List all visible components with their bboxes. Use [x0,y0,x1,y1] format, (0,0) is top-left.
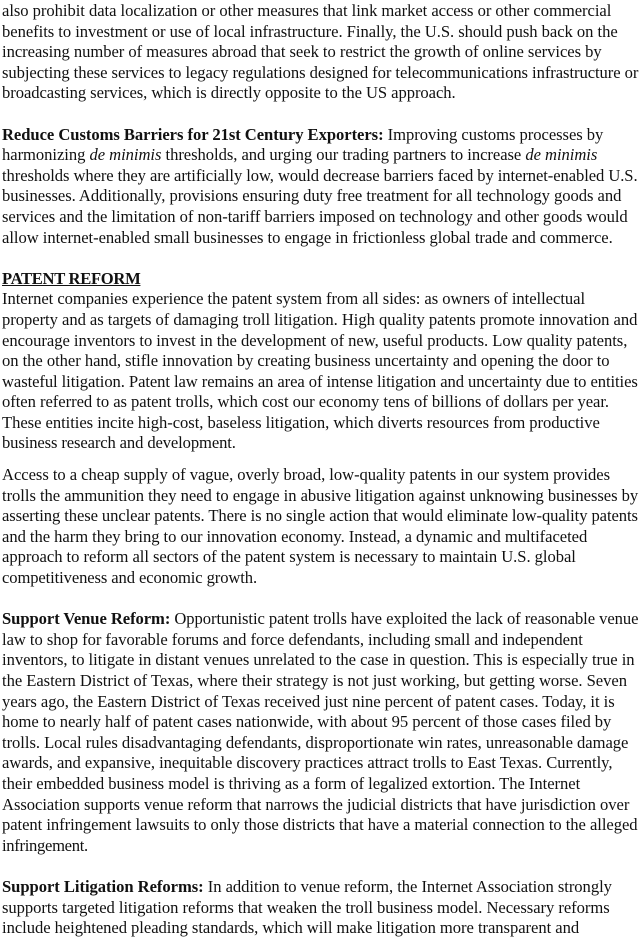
text-line: services and the limitation of non-tariff barriers imposed on technology and other goods would [2,206,628,226]
text-line [2,609,640,630]
text-line [2,877,640,898]
paragraph-title: Support Litigation Reforms: [2,876,204,896]
text-line: benefits to investment or use of local infrastructure. Finally, the U.S. should push back on the [2,21,618,41]
text-line: wasteful litigation. Patent law remains an area of intense litigation and uncertainty due to entities [2,371,638,391]
text-line: infringement. [2,835,88,855]
paragraph-data-localization [2,1,640,104]
text-line: supports targeted litigation reforms that weaken the troll business model. Necessary reforms [2,897,610,917]
text-line: awards, and expansive, inequitable discovery practices attract trolls to East Texas. Currently, [2,753,613,773]
text-line: the Eastern District of Texas, where their strategy is not just working, but getting worse. Seven [2,671,627,690]
text-line: trolls. Local rules disadvantaging defendants, disproportionate win rates, unreasonable damage [2,732,629,752]
text-line: encourage inventors to invest in the development of new, useful products. Low quality patents, [2,330,628,350]
italic-term: de minimis [525,145,598,165]
text-line: Internet companies experience the patent system from all sides: as owners of intellectual [2,289,586,309]
text-line: competitiveness and economic growth. [2,568,257,588]
text-line: thresholds where they are artificially low, would decrease barriers faced by internet-enabled U.S. [2,165,638,185]
text-run: Opportunistic patent trolls have exploited the lack of reasonable venue [170,609,639,629]
text-line: These entities incite high-cost, baseless litigation, which diverts resources from productive [2,412,600,432]
text-line: property and as targets of damaging troll litigation. High quality patents promote innovation and [2,309,638,329]
text-line: and the harm they bring to our innovation economy. Instead, a dynamic and multifaceted [2,526,588,546]
text-line: Association supports venue reform that narrows the judicial districts that have jurisdiction over [2,794,630,814]
text-line: years ago, the Eastern District of Texas received just nine percent of patent cases. Today, it is [2,691,615,711]
paragraph-customs-barriers [2,125,640,249]
text-line: trolls the ammunition they need to engage in abusive litigation against unknowing businesses by [2,485,639,505]
text-run: harmonizing [2,145,90,165]
paragraph-litigation-reforms [2,877,640,939]
text-line: business research and development. [2,433,236,453]
paragraph-patent-intro [2,289,640,454]
paragraph-gap [2,248,640,269]
section-heading [2,269,640,290]
paragraph-gap [2,589,640,610]
paragraph-venue-reform [2,609,640,856]
text-line: approach to reform all sectors of the patent system is necessary to maintain U.S. global [2,547,576,567]
text-line: home to nearly half of patent cases nationwide, with about 95 percent of those cases filed by [2,712,612,732]
text-line: subjecting these services to legacy regulations designed for telecommunications infrastructure or [2,62,639,82]
paragraph-title: Support Venue Reform: [2,609,171,629]
text-line: broadcasting services, which is directly opposite to the US approach. [2,83,456,103]
text-line: on the other hand, stifle innovation by creating business uncertainty and opening the door to [2,351,610,371]
text-line: patent infringement lawsuits to only those districts that have a material connection to the alleged [2,815,638,835]
text-line: law to shop for favorable forums and force defendants, including small and independent [2,629,583,649]
text-line: often referred to as patent trolls, which cost our economy tens of billions of dollars per year. [2,392,610,412]
text-line: asserting these unclear patents. There is no single action that would eliminate low-quality patents [2,506,638,526]
section-heading-text: PATENT REFORM [2,268,141,288]
italic-term: de minimis [89,145,162,165]
text-run: In addition to venue reform, the Internet Association strongly [203,876,612,896]
paragraph-gap [2,104,640,125]
text-line: also prohibit data localization or other measures that link market access or other commercial [2,1,612,20]
paragraph-title: Reduce Customs Barriers for 21st Century Exporters: [2,124,384,144]
text-line: increasing number of measures abroad that seek to restrict the growth of online services by [2,42,602,62]
paragraph-gap [2,856,640,877]
document-page [2,1,640,939]
text-line: include heightened pleading standards, which will make litigation more transparent and [2,918,580,938]
text-line [2,125,640,146]
text-line: inventors, to litigate in distant venues unrelated to the case in question. This is especially true in [2,650,635,670]
paragraph-gap [2,454,640,465]
text-line [2,145,640,166]
text-line: Access to a cheap supply of vague, overly broad, low-quality patents in our system provides [2,465,610,485]
text-line: businesses. Additionally, provisions ensuring duty free treatment for all technology goods and [2,186,622,206]
text-line: allow internet-enabled small businesses to engage in frictionless global trade and commerce. [2,227,613,247]
text-line: their embedded business model is thriving as a form of legalized extortion. The Internet [2,773,581,793]
text-run: thresholds, and urging our trading partners to increase [161,145,526,165]
text-run: Improving customs processes by [383,124,604,144]
paragraph-low-quality-patents [2,465,640,589]
